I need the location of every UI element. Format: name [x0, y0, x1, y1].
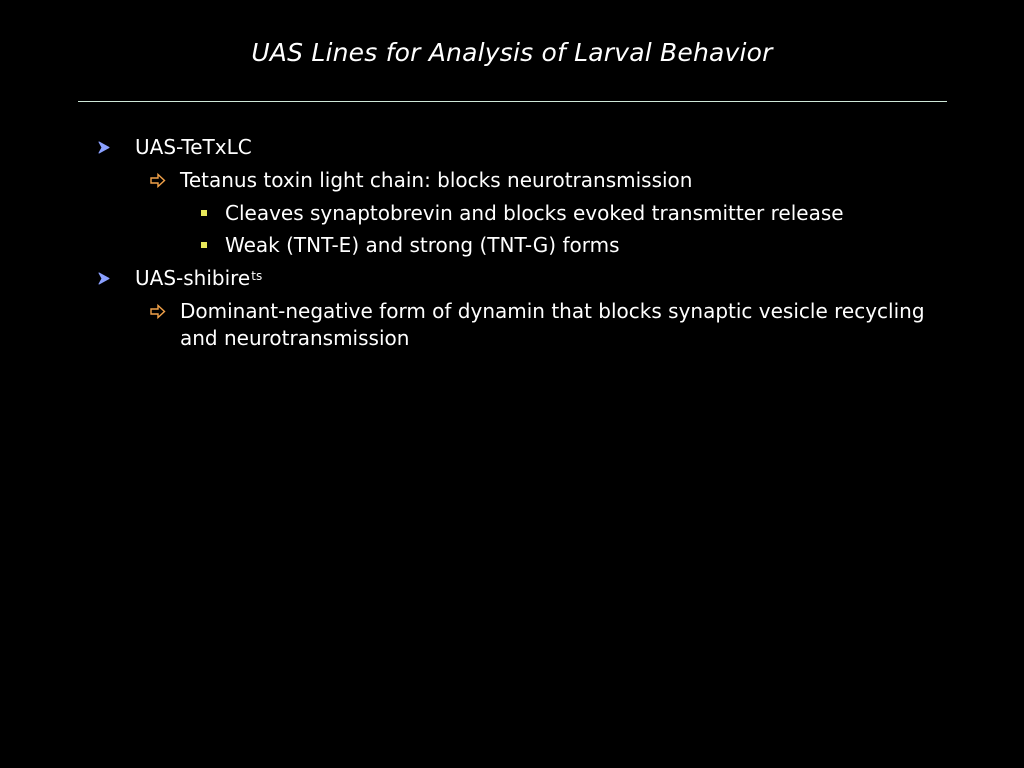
arrowhead-bullet-icon — [97, 134, 111, 168]
list-item-text: UAS-TeTxLC — [135, 135, 252, 159]
list-item — [225, 232, 620, 259]
slide-title: UAS Lines for Analysis of Larval Behavior — [251, 38, 773, 67]
list-item-text: Dominant-negative form of dynamin that blocks synaptic vesicle recycling and neurotransmission — [180, 299, 925, 350]
list-item — [180, 298, 930, 352]
hollow-arrow-bullet-icon — [149, 167, 167, 201]
hollow-arrow-bullet-icon — [149, 298, 167, 332]
list-item — [135, 134, 252, 161]
square-bullet-icon — [199, 232, 211, 266]
list-item-text: Weak (TNT-E) and strong (TNT-G) forms — [225, 233, 620, 257]
list-item — [135, 265, 262, 292]
list-item-superscript: ts — [251, 269, 263, 283]
list-item-text: Tetanus toxin light chain: blocks neurotransmission — [180, 168, 693, 192]
list-item-text: UAS-shibire — [135, 266, 251, 290]
arrowhead-bullet-icon — [97, 265, 111, 299]
list-item-text: Cleaves synaptobrevin and blocks evoked transmitter release — [225, 201, 844, 225]
list-item — [180, 167, 692, 194]
list-item — [225, 200, 844, 227]
square-bullet-icon — [199, 200, 211, 234]
